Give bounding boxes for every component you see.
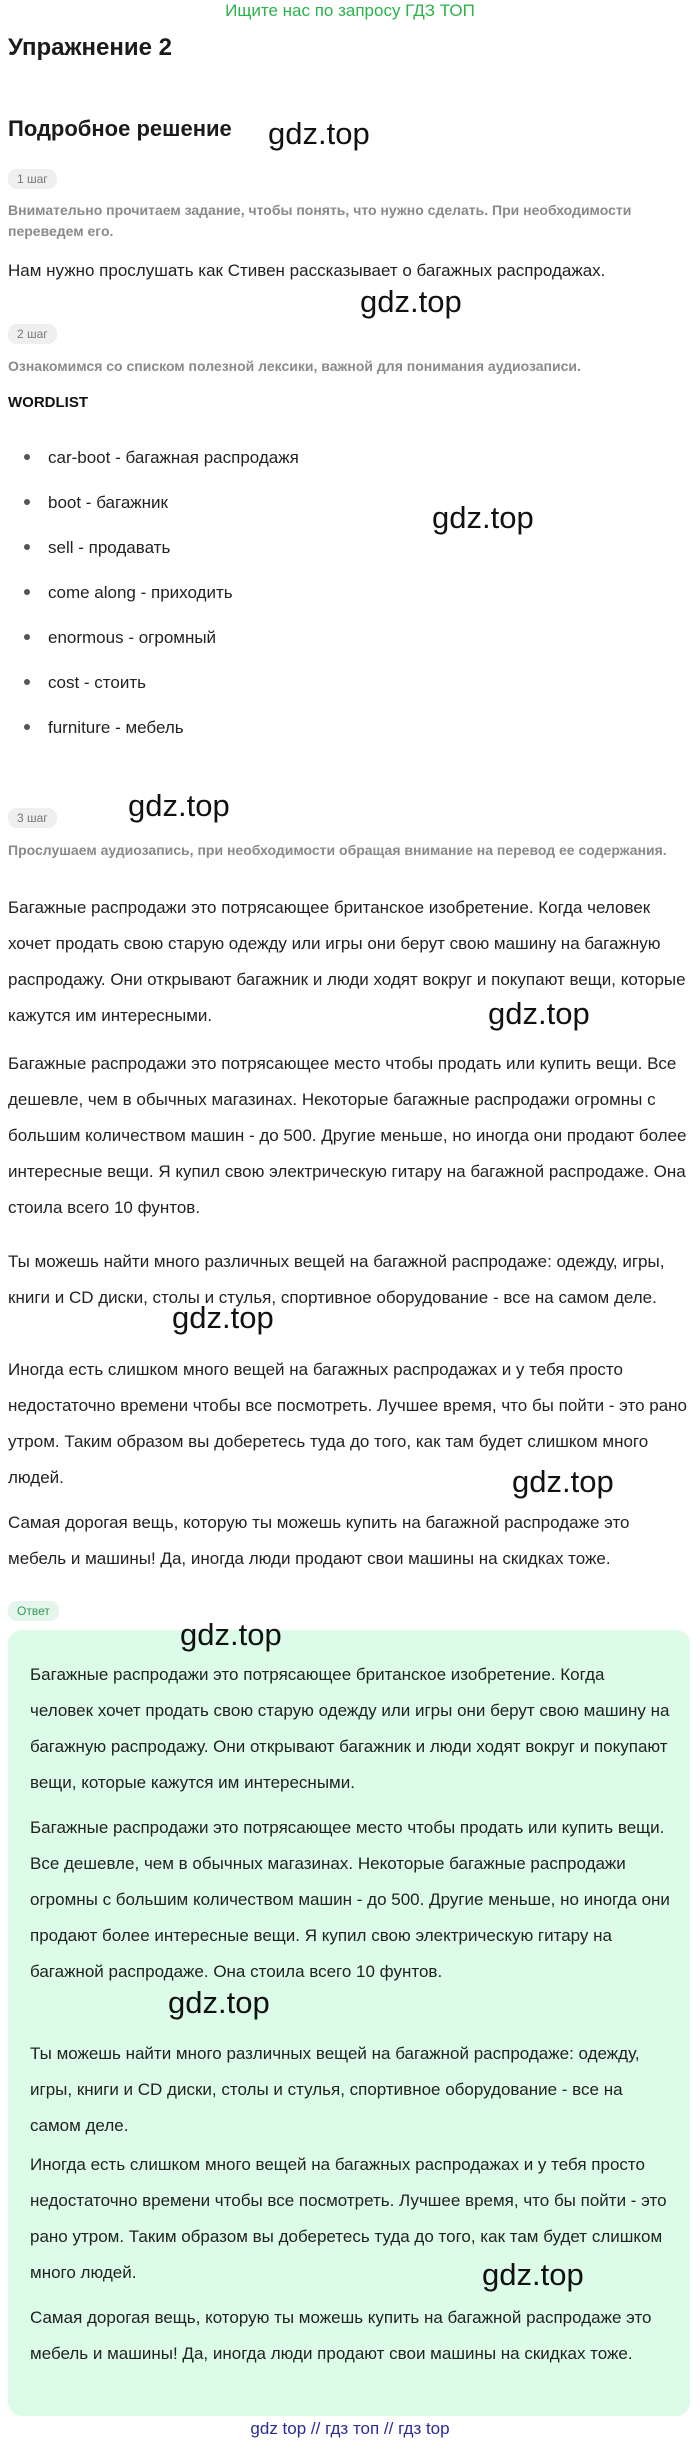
step2-badge <box>8 324 57 344</box>
wordlist-item-text: car-boot - багажная распродажя <box>48 448 299 467</box>
wordlist-item-text: enormous - огромный <box>48 628 217 647</box>
bullet-icon <box>24 589 30 595</box>
bullet-icon <box>24 679 30 685</box>
watermark: gdz.top <box>512 1464 614 1499</box>
step3-paragraph: Багажные распродажи это потрясающее британское изобретение. Когда человек хочет продать свою старую одежду или игры они берут свою машину на багажную распродажу. Они открывают багажник и люди ходят вокруг и покупают вещи, которые кажутся им интересными. <box>8 898 686 1025</box>
wordlist-item-text: furniture - мебель <box>48 718 184 737</box>
watermark: gdz.top <box>482 2257 584 2292</box>
step2-label: 2 шаг <box>8 324 57 344</box>
answer-paragraph: Багажные распродажи это потрясающее британское изобретение. Когда человек хочет продать свою старую одежду или игры они берут свою машину на багажную распродажу. Они открывают багажник и люди ходят вокруг и покупают вещи, которые кажутся им интересными. <box>30 1665 670 1792</box>
watermark: gdz.top <box>268 116 370 151</box>
wordlist-item-text: come along - приходить <box>48 583 233 602</box>
wordlist-item-text: sell - продавать <box>48 538 171 557</box>
step3-label: 3 шаг <box>8 808 57 828</box>
bullet-icon <box>24 544 30 550</box>
step3-paragraph: Самая дорогая вещь, которую ты можешь купить на багажной распродаже это мебель и машины! Да, иногда люди продают свои машины на скидках тоже. <box>8 1513 630 1568</box>
wordlist-title: WORDLIST <box>8 394 88 411</box>
step2-hint: Ознакомимся со списком полезной лексики, важной для понимания аудиозаписи. <box>8 358 581 374</box>
solution-heading: Подробное решение <box>8 116 232 141</box>
answer-badge <box>8 1601 59 1621</box>
footer-links[interactable]: gdz top // гдз топ // гдз top <box>250 2419 450 2438</box>
watermark: gdz.top <box>360 284 462 319</box>
watermark: gdz.top <box>432 500 534 535</box>
watermark: gdz.top <box>172 1300 274 1335</box>
bullet-icon <box>24 499 30 505</box>
bullet-icon <box>24 634 30 640</box>
answer-paragraph: Иногда есть слишком много вещей на багажных распродажах и у тебя просто недостаточно времени чтобы все посмотреть. Лучшее время, что бы пойти - это рано утром. Таким образом вы доберетесь туда до того, как там будет слишком много людей. <box>30 2155 667 2282</box>
step1-text: Нам нужно прослушать как Стивен рассказывает о багажных распродажах. <box>8 261 606 280</box>
step3-paragraph: Ты можешь найти много различных вещей на багажной распродаже: одежду, игры, книги и CD диски, столы и стулья, спортивное оборудование - все на самом деле. <box>8 1252 665 1307</box>
wordlist-item-text: boot - багажник <box>48 493 168 512</box>
step1-hint: Внимательно прочитаем задание, чтобы понять, что нужно сделать. При необходимости переведем его. <box>8 202 632 239</box>
wordlist-item <box>24 537 170 559</box>
watermark: gdz.top <box>128 788 230 823</box>
answer-paragraph: Ты можешь найти много различных вещей на багажной распродаже: одежду, игры, книги и CD диски, столы и стулья, спортивное оборудование - все на самом деле. <box>30 2044 640 2135</box>
bullet-icon <box>24 724 30 730</box>
step3-hint: Прослушаем аудиозапись, при необходимости обращая внимание на перевод ее содержания. <box>8 842 667 858</box>
answer-paragraph: Самая дорогая вещь, которую ты можешь купить на багажной распродаже это мебель и машины! Да, иногда люди продают свои машины на скидках тоже. <box>30 2308 652 2363</box>
wordlist-item <box>24 717 184 739</box>
step3-paragraph: Багажные распродажи это потрясающее место чтобы продать или купить вещи. Все дешевле, чем в обычных магазинах. Некоторые багажные распродажи огромны с большим количеством машин - до 500. Другие меньше, но иногда они продают более интересные вещи. Я купил свою электрическую гитару на багажной распродаже. Она стоила всего 10 фунтов. <box>8 1054 687 1217</box>
watermark: gdz.top <box>488 996 590 1031</box>
step3-paragraph: Иногда есть слишком много вещей на багажных распродажах и у тебя просто недостаточно времени чтобы все посмотреть. Лучшее время, что бы пойти - это рано утром. Таким образом вы доберетесь туда до того, как там будет слишком много людей. <box>8 1360 687 1487</box>
wordlist-item <box>24 627 216 649</box>
wordlist-item <box>24 672 146 694</box>
top-search-link[interactable]: Ищите нас по запросу ГДЗ ТОП <box>225 1 475 20</box>
answer-paragraph: Багажные распродажи это потрясающее место чтобы продать или купить вещи. Все дешевле, чем в обычных магазинах. Некоторые багажные распродажи огромны с большим количеством машин - до 500. Другие меньше, но иногда они продают более интересные вещи. Я купил свою электрическую гитару на багажной распродаже. Она стоила всего 10 фунтов. <box>30 1818 670 1981</box>
wordlist-item <box>24 582 233 604</box>
answer-label: Ответ <box>8 1601 59 1621</box>
wordlist-item <box>24 447 299 469</box>
watermark: gdz.top <box>180 1617 282 1652</box>
step1-badge <box>8 169 57 189</box>
watermark: gdz.top <box>168 1985 270 2020</box>
step3-badge <box>8 808 57 828</box>
bullet-icon <box>24 454 30 460</box>
step1-label: 1 шаг <box>8 169 57 189</box>
page-title: Упражнение 2 <box>8 34 172 61</box>
wordlist-item-text: cost - стоить <box>48 673 146 692</box>
wordlist-item <box>24 492 168 514</box>
